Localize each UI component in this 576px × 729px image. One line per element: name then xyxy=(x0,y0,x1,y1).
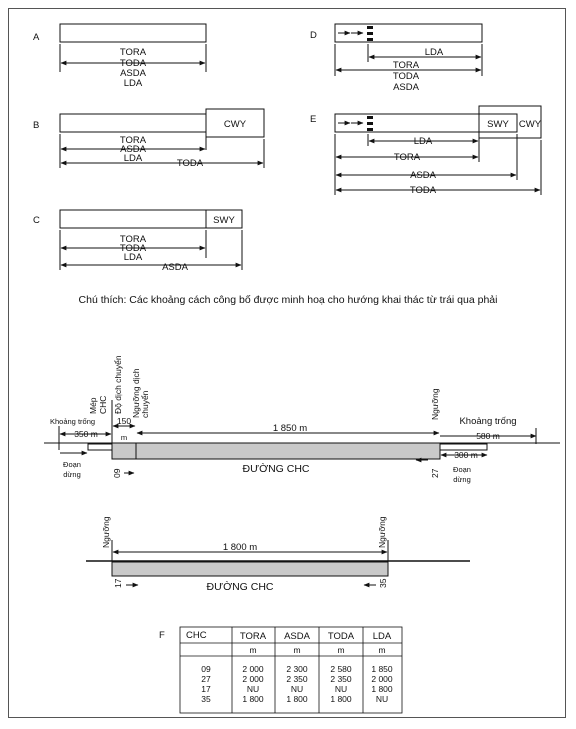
clearway-left-label: Khoảng trống xyxy=(50,417,96,426)
example-c xyxy=(33,210,242,273)
example-e-cwy: CWY xyxy=(518,119,542,130)
dist-350: 350 m xyxy=(74,429,98,439)
table-cell: 2 000 xyxy=(242,674,264,684)
runway-2-length: 1 800 m xyxy=(222,542,258,553)
dir-27: 27 xyxy=(430,468,440,478)
runway-1-diagram xyxy=(44,355,560,484)
example-b-cwy: CWY xyxy=(223,119,247,130)
th-asda: ASDA xyxy=(284,631,310,642)
example-d-lda: LDA xyxy=(424,47,444,58)
edge-label-l1: Mép xyxy=(88,397,98,414)
clearway-right-label: Khoảng trống xyxy=(459,416,517,427)
threshold-displaced-l1: Ngưỡng dịch xyxy=(131,368,141,418)
table-cell: NU xyxy=(375,694,389,704)
threshold-bar xyxy=(367,128,373,131)
table-cell: 09 xyxy=(201,664,211,674)
example-b xyxy=(33,109,264,169)
table-cell: 2 350 xyxy=(330,674,352,684)
stopway-right-l2: dừng xyxy=(453,475,471,484)
unit-toda: m xyxy=(337,645,345,655)
th-tora: TORA xyxy=(239,631,267,642)
example-b-l1: TORA xyxy=(119,135,147,146)
example-e-letter: E xyxy=(310,114,317,125)
example-c-letter: C xyxy=(33,215,40,226)
table-cell: NU xyxy=(334,684,348,694)
example-e-asda: ASDA xyxy=(410,170,436,181)
example-b-letter: B xyxy=(33,120,40,131)
example-c-l1: TORA xyxy=(119,234,147,245)
example-c-runway xyxy=(60,210,206,228)
example-e xyxy=(310,106,542,196)
example-e-swy: SWY xyxy=(487,119,509,130)
runway-2 xyxy=(112,562,388,576)
table-cell: 1 850 xyxy=(371,664,393,674)
dist-300: 300 m xyxy=(454,450,478,460)
unit-tora: m xyxy=(249,645,257,655)
example-e-lda: LDA xyxy=(413,136,433,147)
example-b-l2: ASDA xyxy=(120,144,146,155)
th-chc: CHC xyxy=(186,630,207,641)
unit-lda: m xyxy=(378,645,386,655)
declared-distances-table xyxy=(159,627,402,713)
threshold-35: Ngưỡng xyxy=(377,516,387,548)
table-cell: 17 xyxy=(201,684,211,694)
dir-09: 09 xyxy=(112,468,122,478)
runway-1-length: 1 850 m xyxy=(272,423,308,434)
stopway-left xyxy=(88,444,112,450)
example-d-letter: D xyxy=(310,30,317,41)
table-cell: 2 000 xyxy=(242,664,264,674)
th-toda: TODA xyxy=(327,631,355,642)
table-cell: 35 xyxy=(201,694,211,704)
example-c-l3: LDA xyxy=(123,252,143,263)
table-letter: F xyxy=(159,630,165,641)
runway-2-diagram xyxy=(86,516,470,593)
displaced-label: Độ dịch chuyển xyxy=(113,355,123,414)
dir-17: 17 xyxy=(113,578,123,588)
example-c-swy: SWY xyxy=(213,215,235,226)
threshold-right: Ngưỡng xyxy=(430,388,440,420)
stopway-left-l2: dừng xyxy=(63,470,81,479)
example-b-runway xyxy=(60,114,206,132)
example-d-l1: TORA xyxy=(392,60,420,71)
table-cell: 1 800 xyxy=(330,694,352,704)
threshold-bar xyxy=(367,32,373,35)
unit-asda: m xyxy=(293,645,301,655)
example-b-toda: TODA xyxy=(176,158,204,169)
example-a-runway xyxy=(60,24,206,42)
th-lda: LDA xyxy=(372,631,392,642)
runway-1 xyxy=(112,443,440,459)
table-cell: 2 580 xyxy=(330,664,352,674)
example-e-toda: TODA xyxy=(409,185,437,196)
threshold-bar xyxy=(367,26,373,29)
threshold-bar xyxy=(367,38,373,41)
example-d-l3: ASDA xyxy=(393,82,419,93)
table-cell: 2 300 xyxy=(286,664,308,674)
threshold-bar xyxy=(367,122,373,125)
table-cell: 1 800 xyxy=(371,684,393,694)
example-c-asda: ASDA xyxy=(162,262,188,273)
threshold-displaced-l2: chuyển xyxy=(140,390,150,418)
example-a-l3: ASDA xyxy=(120,68,146,79)
caption-note: Chú thích: Các khoảng cách công bố được minh hoạ cho hướng khai thác từ trái qua phải xyxy=(78,294,498,306)
example-e-tora: TORA xyxy=(393,152,421,163)
example-d-l2: TODA xyxy=(392,71,420,82)
table-cell: 2 000 xyxy=(371,674,393,684)
dist-150: 150 xyxy=(116,416,132,426)
example-a-l4: LDA xyxy=(123,78,143,89)
runway-1-label: ĐƯỜNG CHC xyxy=(242,463,310,475)
stopway-right-l1: Đoạn xyxy=(453,465,471,474)
table-cell: 1 800 xyxy=(242,694,264,704)
stopway-left-l1: Đoạn xyxy=(63,460,81,469)
table-cell: 27 xyxy=(201,674,211,684)
example-a xyxy=(33,24,206,89)
dist-580: 580 m xyxy=(476,431,500,441)
example-b-l3: LDA xyxy=(123,153,143,164)
threshold-17: Ngưỡng xyxy=(101,516,111,548)
unit-m: m xyxy=(120,433,128,442)
example-a-letter: A xyxy=(33,32,40,43)
example-c-l2: TODA xyxy=(119,243,147,254)
example-d xyxy=(310,24,482,93)
example-a-l2: TODA xyxy=(119,58,147,69)
runway-2-label: ĐƯỜNG CHC xyxy=(206,581,274,593)
example-a-l1: TORA xyxy=(119,47,147,58)
table-cell: 2 350 xyxy=(286,674,308,684)
table-cell: NU xyxy=(246,684,260,694)
threshold-bar xyxy=(367,116,373,119)
table-cell: 1 800 xyxy=(286,694,308,704)
edge-label-l2: CHC xyxy=(98,395,108,414)
dir-35: 35 xyxy=(378,578,388,588)
table-cell: NU xyxy=(290,684,304,694)
